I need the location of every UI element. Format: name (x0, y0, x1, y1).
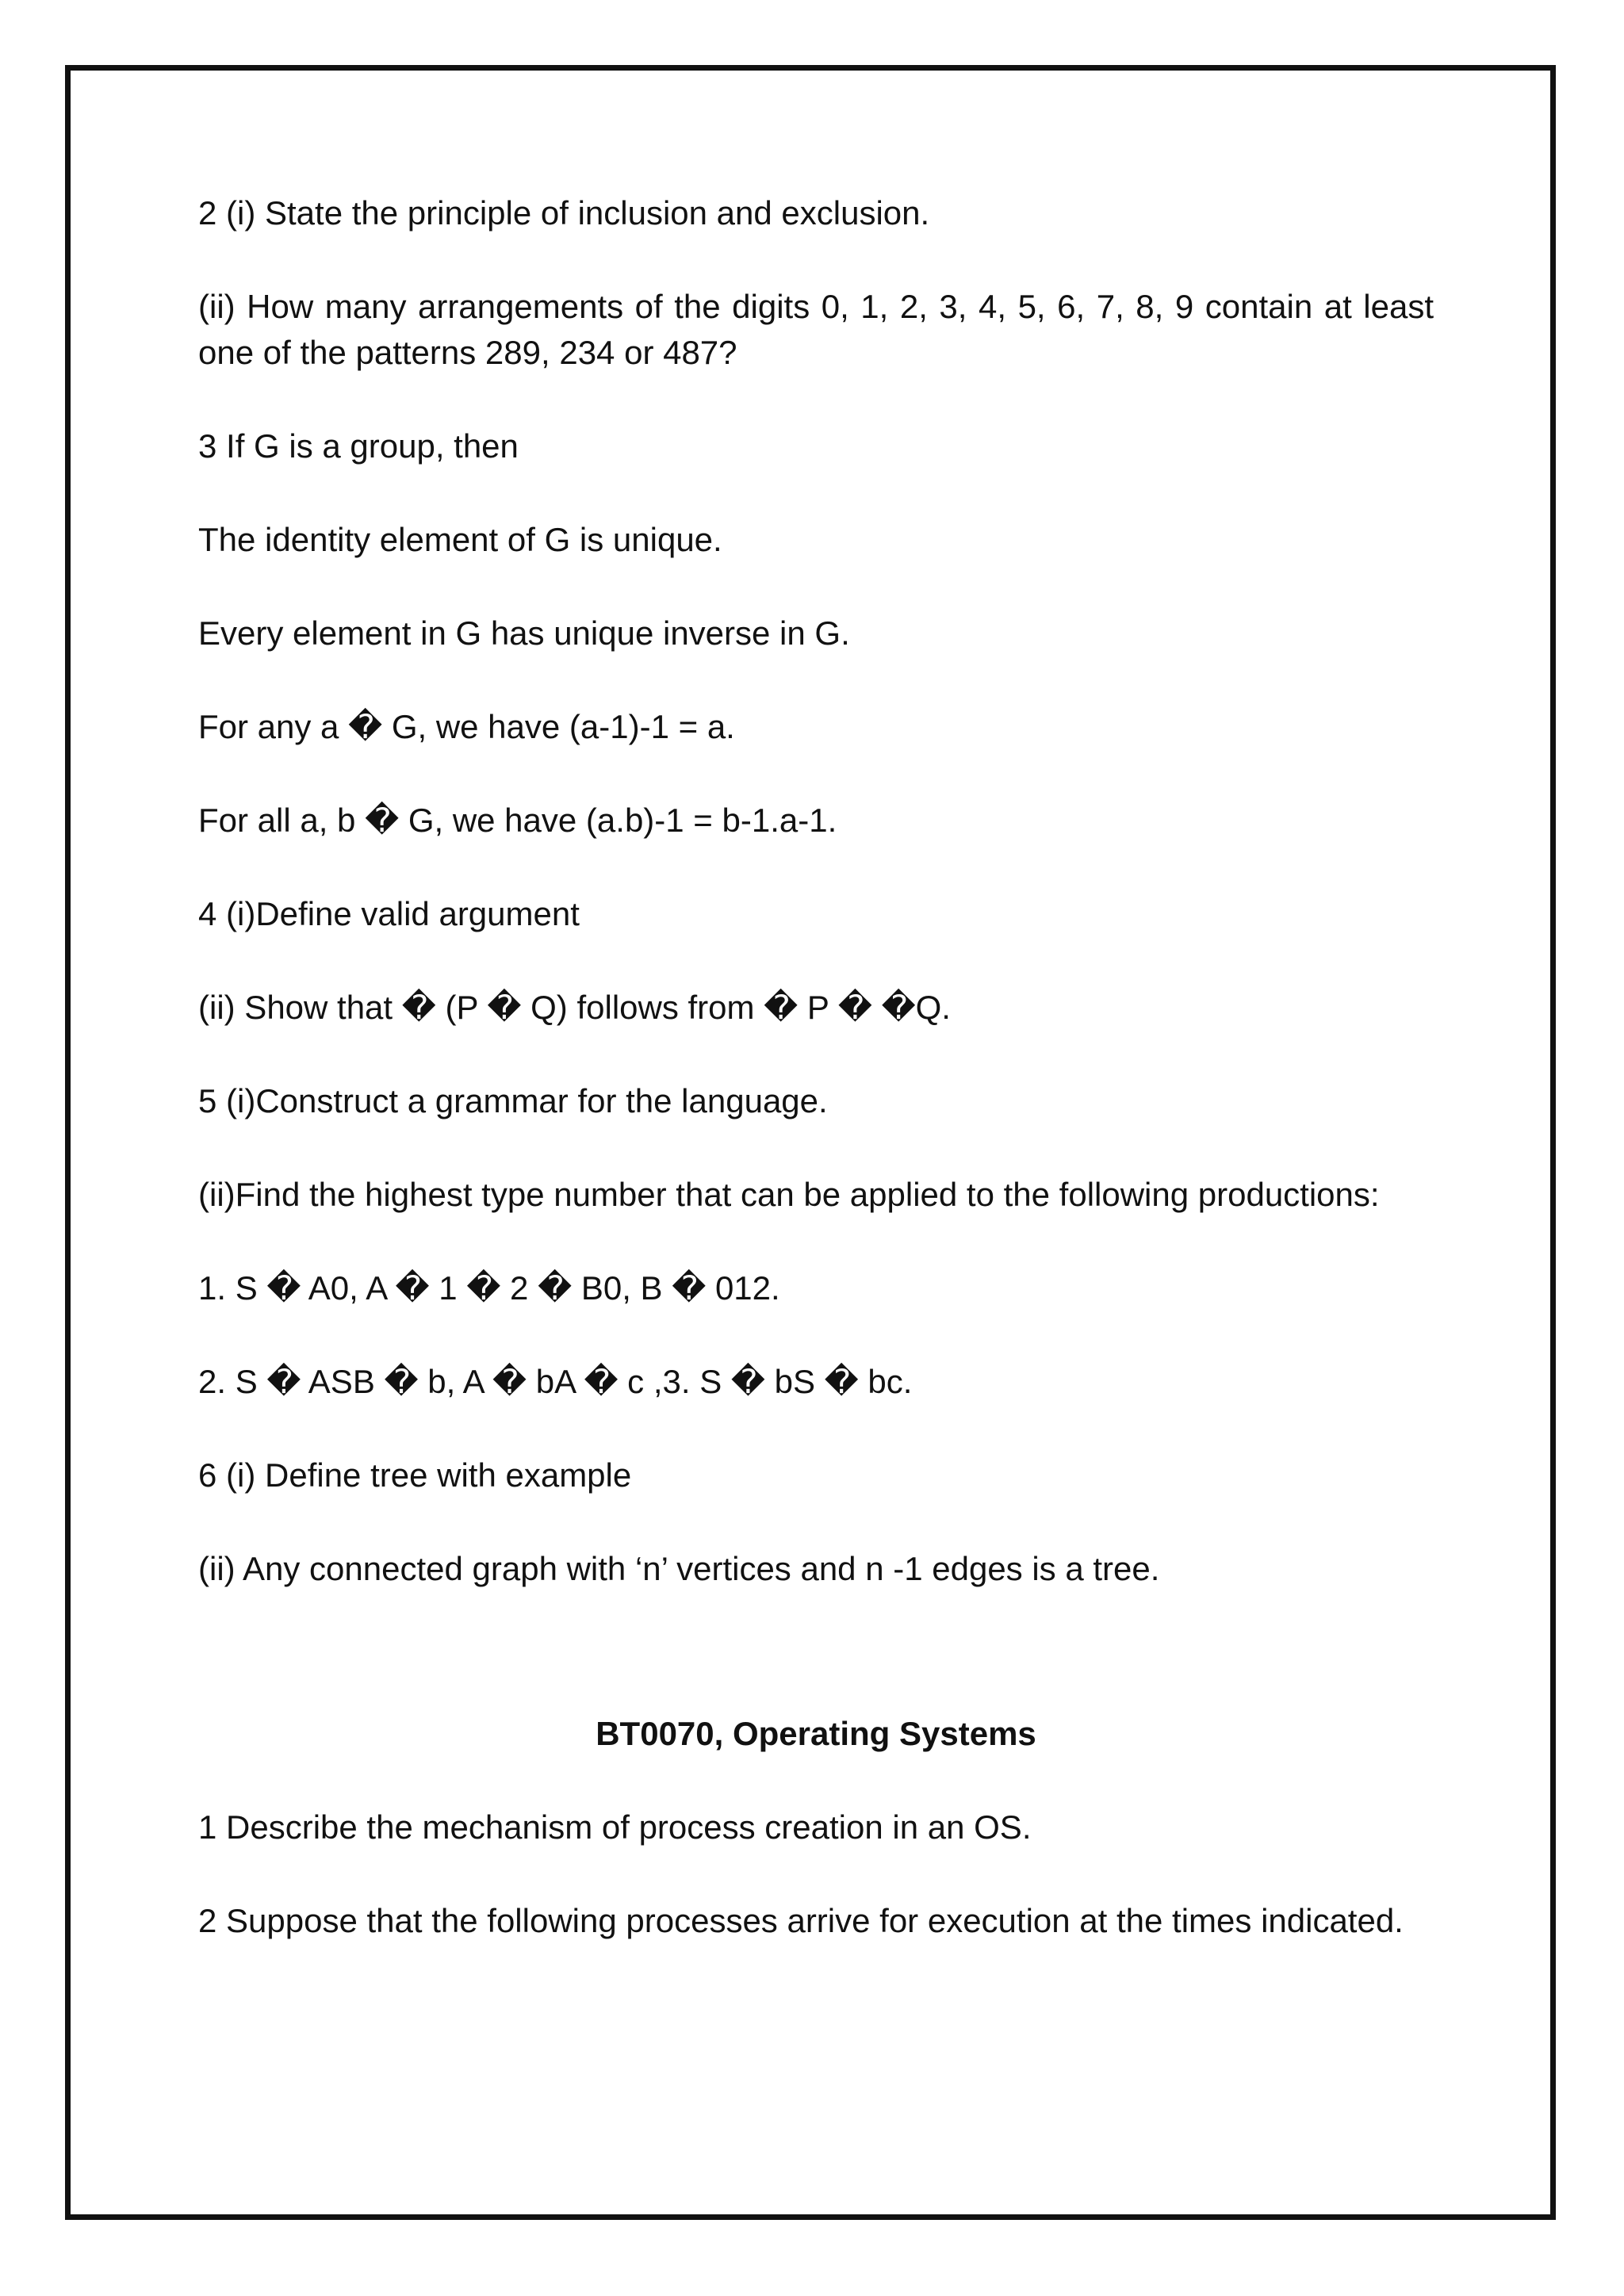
question-6-part-2: (ii) Any connected graph with ‘n’ vertices and n -1 edges is a tree. (198, 1550, 1160, 1587)
os-question-2: 2 Suppose that the following processes arrive for execution at the times indicated. (198, 1902, 1404, 1939)
production-1: 1. S � A0, A � 1 � 2 � B0, B � 012. (198, 1269, 780, 1307)
question-5-part-1: 5 (i)Construct a grammar for the language. (198, 1082, 828, 1119)
question-3-item-1: The identity element of G is unique. (198, 521, 722, 558)
question-6-part-1: 6 (i) Define tree with example (198, 1456, 632, 1494)
question-2-part-2: (ii) How many arrangements of the digits 0, 1, 2, 3, 4, 5, 6, 7, 8, 9 contain at least one of the patterns 289, 234 or 487? (198, 288, 1434, 371)
question-4-part-1: 4 (i)Define valid argument (198, 895, 580, 932)
question-2-part-1: 2 (i) State the principle of inclusion and exclusion. (198, 194, 930, 232)
document-body (198, 190, 1434, 1944)
question-4-part-2: (ii) Show that � (P � Q) follows from � P � �Q. (198, 989, 951, 1026)
question-3-item-4: For all a, b � G, we have (a.b)-1 = b-1.a-1. (198, 802, 837, 839)
section-heading: BT0070, Operating Systems (596, 1715, 1036, 1752)
os-question-1: 1 Describe the mechanism of process creation in an OS. (198, 1808, 1032, 1846)
question-5-part-2: (ii)Find the highest type number that can be applied to the following productions: (198, 1176, 1380, 1213)
production-2: 2. S � ASB � b, A � bA � c ,3. S � bS � bc. (198, 1363, 913, 1400)
question-3-item-3: For any a � G, we have (a-1)-1 = a. (198, 708, 735, 745)
question-3-intro: 3 If G is a group, then (198, 427, 519, 465)
question-3-item-2: Every element in G has unique inverse in G. (198, 614, 850, 652)
